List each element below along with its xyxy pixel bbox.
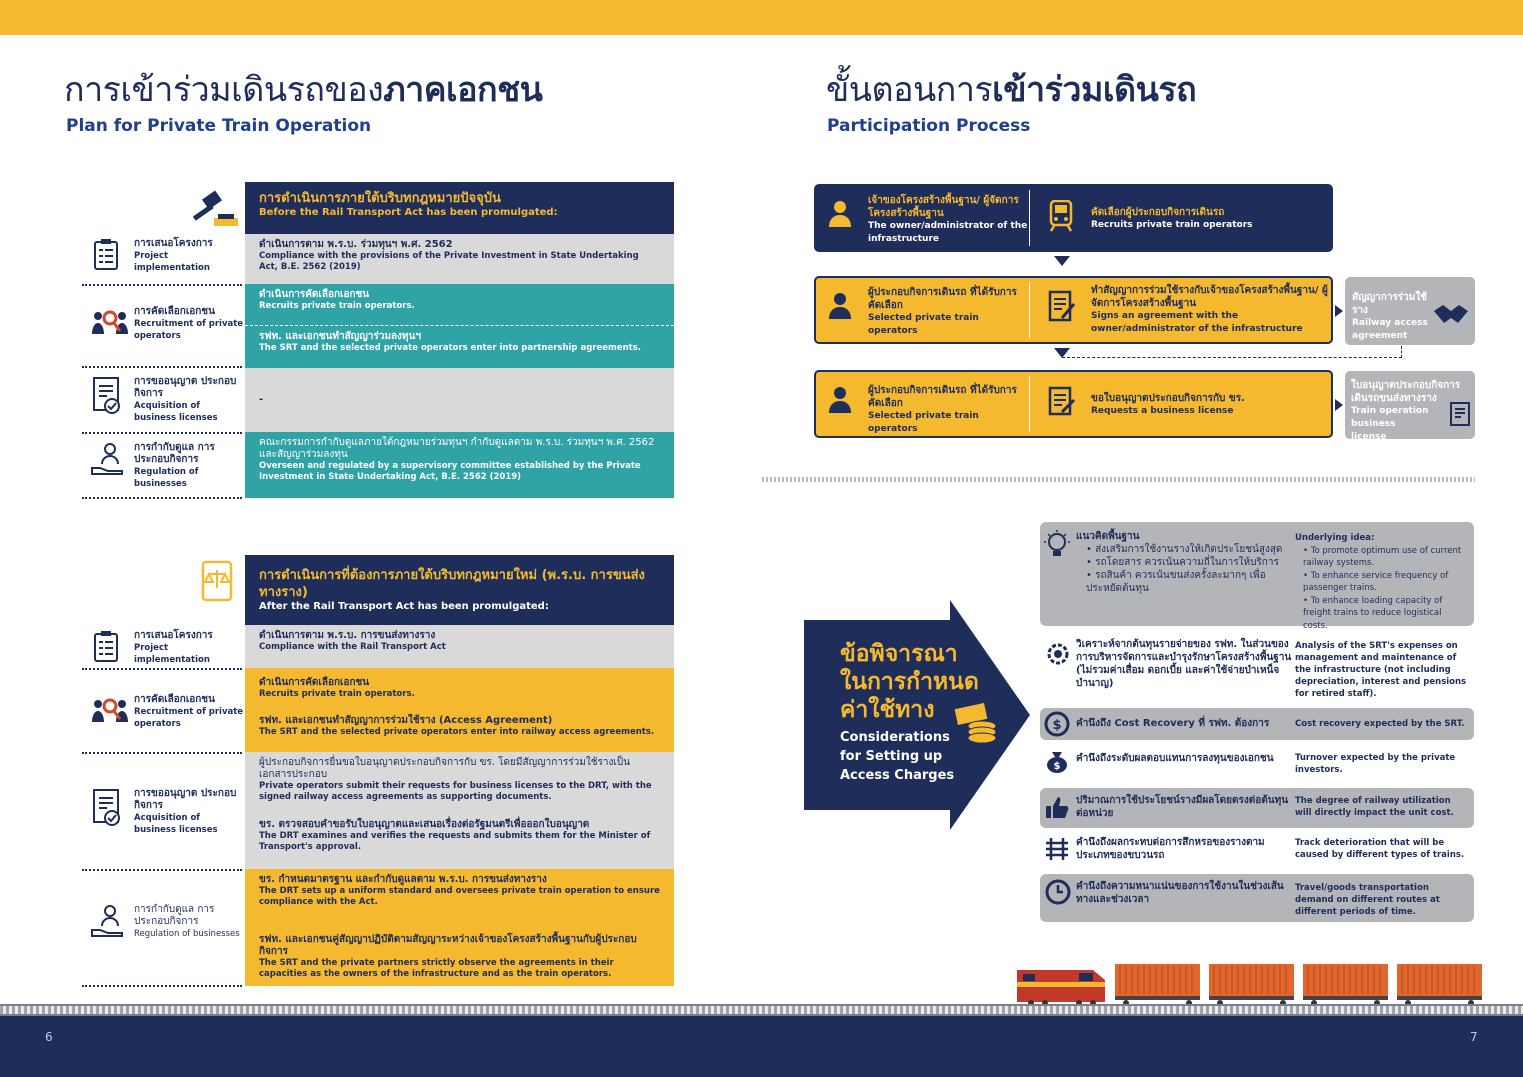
table1-row2-cell1: ดำเนินการคัดเลือกเอกชน Recruits private train operators. [245, 284, 674, 326]
page-number-left: 6 [45, 1030, 53, 1044]
people-search-icon [90, 306, 124, 340]
table2-row2-cell2: รฟท. และเอกชนทำสัญญาการร่วมใช้ราง (Access Agreement) The SRT and the selected private operators enter into railway access agreements. [245, 710, 674, 752]
document-check-icon [90, 788, 124, 822]
table1-row2-cell2: รฟท. และเอกชนทำสัญญาร่วมลงทุนฯ The SRT and the selected private operators enter into partnership agreements. [245, 326, 674, 368]
table2-row3-cell2: ขร. ตรวจสอบคำขอรับใบอนุญาตและเสนอเรื่องต่อรัฐมนตรีเพื่อออกใบอนุญาต The DRT examines and verifies the requests and submits them for the Minister of Transport's approval. [245, 814, 674, 869]
considerations-arrow [804, 600, 1030, 830]
table1-row1-cell: ดำเนินการตาม พ.ร.บ. ร่วมทุนฯ พ.ศ. 2562 Compliance with the provisions of the Private Investment in State Undertaking Act, B.E. 2562 (2019) [245, 234, 674, 284]
divider [82, 869, 242, 871]
divider [1029, 376, 1030, 432]
dollar-coin-icon [1044, 711, 1070, 737]
page-number-right: 7 [1470, 1030, 1478, 1044]
consideration-row-2: วิเคราะห์จากต้นทุนรายจ่ายของ รฟท. ในส่วนของการบริหารจัดการและบำรุงรักษาโครงสร้างพื้นฐาน (ไม่รวมค่าเสื่อม ดอกเบี้ย และค่าใช้จ่ายบำเหน็จบำนาญ) Analysis of the SRT's expenses on management and maintenance of the infrastructure (not including depreciation, interest and pensions for retired staff). [1040, 634, 1474, 700]
thumbs-up-icon [1044, 794, 1070, 820]
divider [1029, 190, 1030, 246]
consideration-row-1: แนวคิดพื้นฐาน • ส่งเสริมการใช้งานรางให้เกิดประโยชน์สูงสุด • รถโดยสาร ควรเน้นความถี่ในการให้บริการ • รถสินค้า ควรเน้นขนส่งครั้งละมากๆ เพื่อประหยัดต้นทุน Underlying idea: • To promote optimum use of current railway systems. • To enhance service frequency of passenger trains. • To enhance loading capacity of freight trains to reduce logistical costs. [1040, 522, 1474, 626]
table2-label-project: การเสนอโครงการ Project implementation [82, 630, 242, 670]
lightbulb-icon [1044, 530, 1070, 556]
arrow-down [1054, 348, 1070, 358]
person-icon [828, 200, 852, 232]
considerations-title-en: Considerations for Setting up Access Charges [840, 730, 955, 783]
divider [82, 432, 242, 434]
consideration-row-4: $ คำนึงถึงระดับผลตอบแทนการลงทุนของเอกชน Turnover expected by the private investors. [1040, 748, 1474, 784]
people-search-icon [90, 694, 124, 728]
document-check-icon [90, 376, 124, 410]
flow-row3-side: ใบอนุญาตประกอบกิจการ เดินรถขนส่งทางราง Train operation business license [1345, 371, 1475, 439]
divider [82, 668, 242, 670]
container-wagon [1208, 962, 1295, 1006]
coins-icon [952, 702, 1002, 750]
flow-row3: ผู้ประกอบกิจการเดินรถ ที่ได้รับการคัดเลือก Selected private train operators ขอใบอนุญาตประกอบกิจการกับ ขร. Requests a business license [814, 370, 1333, 438]
dashed-connector [1062, 357, 1402, 358]
table1-label-recruit: การคัดเลือกเอกชน Recruitment of private operators [82, 306, 242, 346]
scale-book-icon [200, 560, 236, 604]
table2-row4-cell1: ขร. กำหนดมาตรฐาน และกำกับดูแลตาม พ.ร.บ. การขนส่งทางราง The DRT sets up a uniform standard and oversees private train operation to ensure compliance with the Act. [245, 869, 674, 924]
consideration-row-5: ปริมาณการใช้ประโยชน์รางมีผลโดยตรงต่อต้นทุนต่อหน่วย The degree of railway utilization will directly impact the unit cost. [1040, 788, 1474, 828]
table1-row4-cell: คณะกรรมการกำกับดูแลภายใต้กฎหมายร่วมทุนฯ กำกับดูแลตาม พ.ร.บ. ร่วมทุนฯ พ.ศ. 2562 และสัญญาร่วมลงทุน Overseen and regulated by a supervisory committee established by the Private Investment in State Undertaking Act, B.E. 2562 (2019) [245, 432, 674, 498]
table2-row1-cell: ดำเนินการตาม พ.ร.บ. การขนส่งทางราง Compliance with the Rail Transport Act [245, 625, 674, 668]
page-title-right: ขั้นตอนการเข้าร่วมเดินรถ [826, 70, 1197, 110]
clipboard-icon [90, 238, 124, 272]
money-bag-icon [1044, 750, 1070, 776]
footer-bar [0, 1016, 1523, 1077]
considerations-title-th: ข้อพิจารณา ในการกำหนด ค่าใช้ทาง [840, 641, 979, 723]
table1-header [245, 182, 674, 234]
document-sign-icon [1048, 290, 1076, 328]
table2-header [245, 555, 674, 625]
table2-header-en: After the Rail Transport Act has been promulgated: [259, 601, 549, 612]
flow-row2-side: สัญญาการร่วมใช้ราง Railway access agreement [1345, 277, 1475, 345]
clipboard-icon [90, 630, 124, 664]
table1-label-regulation: การกำกับดูแล การประกอบกิจการ Regulation of businesses [82, 442, 242, 496]
divider [82, 985, 242, 987]
table2-row2-cell1: ดำเนินการคัดเลือกเอกชน Recruits private train operators. [245, 668, 674, 710]
arrow-down [1054, 256, 1070, 266]
consideration-row-7: คำนึงถึงความหนาแน่นของการใช้งานในช่วงเส้นทางและช่วงเวลา Travel/goods transportation demand on different routes at different periods of time. [1040, 874, 1474, 922]
dashed-connector [1401, 346, 1402, 358]
locomotive-illustration [1013, 962, 1109, 1006]
train-icon [1048, 200, 1074, 236]
divider [82, 284, 242, 286]
table2-label-regulation: การกำกับดูแล การประกอบกิจการ Regulation of businesses [82, 904, 242, 958]
arrow-right [1335, 399, 1343, 411]
license-icon [1449, 401, 1471, 433]
divider [82, 752, 242, 754]
svg-text:$: $ [1053, 761, 1061, 772]
table2-label-license: การขออนุญาต ประกอบกิจการ Acquisition of business licenses [82, 788, 242, 842]
gavel-icon [188, 190, 240, 230]
container-wagon [1302, 962, 1389, 1006]
divider [1029, 282, 1030, 338]
page-subtitle-right: Participation Process [827, 116, 1031, 136]
flow-row2: ผู้ประกอบกิจการเดินรถ ที่ได้รับการคัดเลือก Selected private train operators ทำสัญญาการร่วมใช้รางกับเจ้าของโครงสร้างพื้นฐาน/ ผู้จัดการโครงสร้างพื้นฐาน Signs an agreement with the owner/administrator of the infrastructure [814, 276, 1333, 344]
gear-money-icon [1044, 640, 1070, 666]
table1-header-th: การดำเนินการภายใต้บริบทกฎหมายปัจจุบัน [259, 191, 501, 206]
table1-label-license: การขออนุญาต ประกอบกิจการ Acquisition of business licenses [82, 376, 242, 430]
table1-header-en: Before the Rail Transport Act has been promulgated: [259, 207, 558, 218]
hand-person-icon [90, 904, 124, 938]
table2-label-recruit: การคัดเลือกเอกชน Recruitment of private operators [82, 694, 242, 734]
clock-icon [1044, 878, 1070, 904]
page-subtitle-left: Plan for Private Train Operation [66, 116, 372, 136]
section-separator [762, 477, 1475, 482]
document-pen-icon [1048, 386, 1076, 422]
person-icon [828, 292, 852, 324]
container-wagon [1396, 962, 1483, 1006]
table1-label-project: การเสนอโครงการ Project implementation [82, 238, 242, 278]
track-icon [1044, 838, 1070, 864]
page-title-left: การเข้าร่วมเดินรถของภาคเอกชน [64, 70, 543, 110]
divider [82, 497, 242, 499]
container-wagon [1114, 962, 1201, 1006]
consideration-row-6: คำนึงถึงผลกระทบต่อการสึกหรอของรางตามประเภทของขบวนรถ Track deterioration that will be caused by different types of trains. [1040, 832, 1474, 870]
flow-row1: เจ้าของโครงสร้างพื้นฐาน/ ผู้จัดการโครงสร้างพื้นฐาน The owner/administrator of the infrastructure คัดเลือกผู้ประกอบกิจการเดินรถ Recruits private train operators [814, 184, 1333, 252]
table2-row4-cell2: รฟท. และเอกชนคู่สัญญาปฏิบัติตามสัญญาระหว่างเจ้าของโครงสร้างพื้นฐานกับผู้ประกอบกิจการ The SRT and the private partners strictly observe the agreements in their capacities as the owners of the infrastructure and as the train operators. [245, 924, 674, 986]
railway-track [0, 1004, 1523, 1016]
table2-header-th: การดำเนินการที่ต้องการภายใต้บริบทกฎหมายใหม่ (พ.ร.บ. การขนส่งทางราง) [259, 568, 645, 600]
consideration-row-3: $ คำนึงถึง Cost Recovery ที่ รฟท. ต้องการ Cost recovery expected by the SRT. [1040, 708, 1474, 740]
divider [82, 366, 242, 368]
hand-person-icon [90, 442, 124, 476]
table2-row3-cell1: ผู้ประกอบกิจการยื่นขอใบอนุญาตประกอบกิจการกับ ขร. โดยมีสัญญาการร่วมใช้รางเป็นเอกสารประกอบ Private operators submit their requests for business licenses to the DRT, with the signed railway access agreements as supporting documents. [245, 752, 674, 814]
top-banner [0, 0, 1523, 35]
person-icon [828, 386, 852, 418]
svg-text:$: $ [1052, 718, 1062, 733]
arrow-right [1335, 305, 1343, 317]
table1-row3-cell: - [245, 368, 674, 432]
handshake-icon [1433, 303, 1469, 331]
